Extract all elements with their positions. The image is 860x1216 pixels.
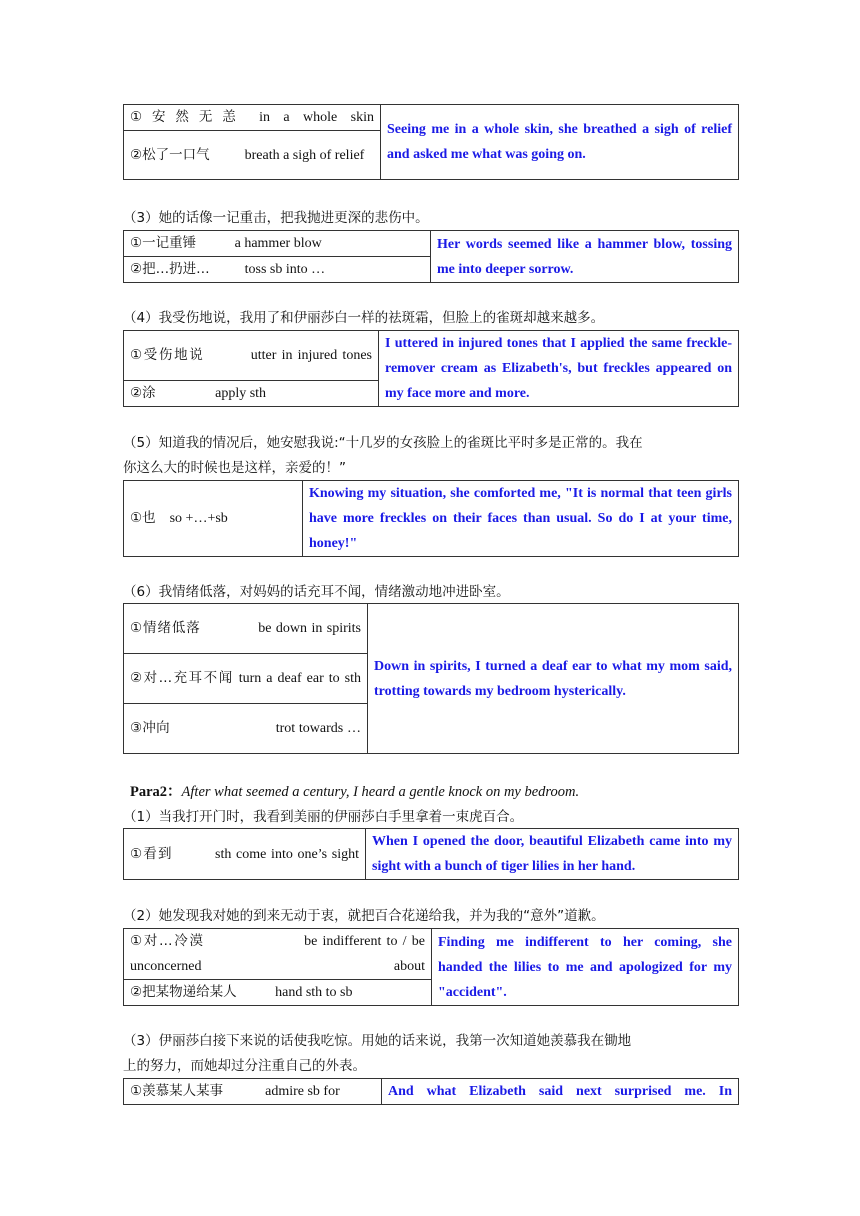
vocab-cn: ②把…扔进… — [130, 261, 210, 277]
para2-label: Para2 — [130, 784, 168, 800]
prompt-s7: （3）伊丽莎白接下来说的话使我吃惊。用她的话来说，我第一次知道她羡慕我在锄地 — [123, 1033, 632, 1049]
vocab-cn: ①看到 — [130, 845, 173, 862]
vocab-table-s4 — [123, 603, 739, 754]
answer-cell: Finding me indifferent to her coming, she handed the lilies to me and apologized for my "accident". — [432, 929, 739, 1006]
answer-cell: When I opened the door, beautiful Elizabeth came into my sight with a bunch of tiger lilies in her hand. — [366, 829, 739, 880]
vocab-cn: ①羡慕某人某事 — [130, 1083, 224, 1099]
vocab-en: utter in injured tones — [250, 348, 372, 363]
answer-cell: Down in spirits, I turned a deaf ear to what my mom said, trotting towards my bedroom hysterically. — [368, 604, 739, 754]
prompt-s6: （2）她发现我对她的到来无动于衷，就把百合花递给我，并为我的“意外”道歉。 — [123, 908, 605, 924]
vocab-cn: ②把某物递给某人 — [130, 984, 237, 1000]
vocab-en: apply sth — [215, 386, 267, 401]
vocab-table-s1 — [123, 230, 739, 283]
vocab-cell — [124, 704, 368, 754]
para2-colon: ： — [167, 784, 182, 800]
answer-cell: Knowing my situation, she comforted me, "It is normal that teen girls have more freckles on their faces than usual. So do I at your time, honey!" — [303, 481, 739, 557]
para2-sentence: After what seemed a century, I heard a gentle knock on my bedroom. — [181, 784, 580, 800]
vocab-cell — [124, 331, 379, 381]
answer-cell — [382, 1079, 739, 1105]
vocab-en: so +…+sb — [169, 511, 228, 526]
prompt-s4: （6）我情绪低落，对妈妈的话充耳不闻，情绪激动地冲进卧室。 — [123, 584, 510, 600]
prompt-s3-line2: 你这么大的时候也是这样，亲爱的！” — [123, 460, 346, 476]
vocab-cell — [124, 481, 303, 557]
vocab-cell — [124, 980, 432, 1006]
vocab-table-s7 — [123, 1078, 739, 1105]
vocab-cell — [124, 231, 431, 257]
vocab-cn: ②涂 — [130, 385, 156, 401]
vocab-cn: ②对…充耳不闻 — [130, 670, 234, 686]
vocab-en: in a whole skin — [259, 110, 375, 125]
vocab-cell — [124, 1079, 382, 1105]
answer-cell: I uttered in injured tones that I applied the same freckle-remover cream as Elizabeth's, but freckles appeared on my face more and more. — [379, 331, 739, 407]
vocab-cn: ①一记重锤 — [130, 235, 197, 251]
prompt-s1: （3）她的话像一记重击，把我抛进更深的悲伤中。 — [123, 210, 429, 226]
vocab-cell — [124, 381, 379, 407]
vocab-table-s2 — [123, 330, 739, 407]
vocab-en: trot towards … — [275, 721, 362, 736]
vocab-cn: ①受伤地说 — [130, 347, 205, 363]
vocab-en: breath a sigh of relief — [244, 147, 365, 163]
answer-text: And what Elizabeth said next surprised me. In — [388, 1084, 732, 1099]
vocab-cn: ③冲向 — [130, 720, 170, 736]
answer-cell: Her words seemed like a hammer blow, tossing me into deeper sorrow. — [431, 231, 739, 283]
vocab-cell — [124, 604, 368, 654]
vocab-cell — [124, 131, 381, 180]
vocab-cn: ①对…冷漠 — [130, 933, 205, 949]
vocab-table-s3 — [123, 480, 739, 557]
vocab-cell — [124, 654, 368, 704]
vocab-table-s0 — [123, 104, 739, 180]
vocab-table-s6 — [123, 928, 739, 1006]
vocab-en: sth come into one’s sight — [215, 846, 360, 862]
vocab-cn: ②松了一口气 — [130, 146, 210, 163]
vocab-en: turn a deaf ear to sth — [238, 671, 361, 686]
prompt-s3: （5）知道我的情况后，她安慰我说:“十几岁的女孩脸上的雀斑比平时多是正常的。我在 — [123, 435, 643, 451]
vocab-en: a hammer blow — [234, 236, 322, 251]
vocab-cell — [124, 829, 366, 880]
vocab-en: hand sth to sb — [275, 985, 353, 1000]
para2-heading — [130, 780, 579, 805]
vocab-cell — [124, 929, 432, 980]
vocab-cn: ①安然无恙 — [130, 109, 246, 125]
vocab-en: be down in spirits — [258, 621, 361, 636]
vocab-cn: ①也 — [130, 510, 156, 526]
prompt-s2: （4）我受伤地说，我用了和伊丽莎白一样的祛斑霜，但脸上的雀斑却越来越多。 — [123, 310, 605, 326]
vocab-en: admire sb for — [265, 1084, 340, 1099]
prompt-s5: （1）当我打开门时，我看到美丽的伊丽莎白手里拿着一束虎百合。 — [123, 809, 524, 825]
prompt-s7-line2: 上的努力，而她却过分注重自己的外表。 — [123, 1058, 366, 1074]
answer-cell: Seeing me in a whole skin, she breathed a sigh of relief and asked me what was going on. — [381, 105, 739, 180]
vocab-table-s5 — [123, 828, 739, 880]
vocab-en: toss sb into … — [244, 262, 326, 277]
vocab-en: be indifferent to / be unconcerned about — [130, 934, 426, 974]
vocab-cell — [124, 105, 381, 131]
vocab-cn: ①情绪低落 — [130, 620, 201, 636]
vocab-cell — [124, 257, 431, 283]
